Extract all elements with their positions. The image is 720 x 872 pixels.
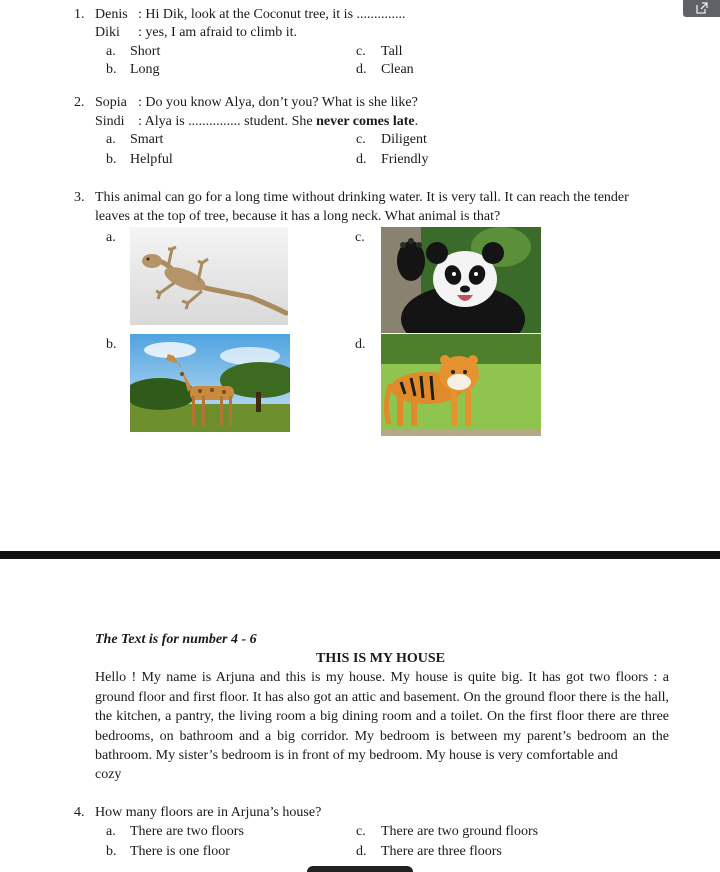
reading-body: Hello ! My name is Arjuna and this is my house. My house is quite big. It has got two floors : a ground floor and first floor. It has also got an attic and basement. On the ground floor there is the hall, the kitchen, a pantry, the living room a big dining room and a toilet. On the first floor there are three bedrooms, on bathroom and a big corridor. My bedroom is between my parent’s bedroom an the bathroom. My sister’s bedroom is in front of my bedroom. My house is very comfortable and xyxy=(95,670,669,763)
q1-number: 1. xyxy=(74,7,85,22)
q2-option-b[interactable]: Helpful xyxy=(130,152,173,167)
q4-text: How many floors are in Arjuna’s house? xyxy=(95,805,322,820)
reading-title: THIS IS MY HOUSE xyxy=(316,651,446,666)
q2-dialog-line-2 xyxy=(138,113,418,131)
q2-line2-post: . xyxy=(414,114,419,129)
panda-image[interactable] xyxy=(381,227,541,333)
q2-speaker-1: Sopia xyxy=(95,95,127,110)
q4-option-b[interactable]: There is one floor xyxy=(130,844,230,859)
giraffe-image[interactable] xyxy=(130,334,290,432)
q1-speaker-2: Diki xyxy=(95,25,120,40)
q3-number: 3. xyxy=(74,190,85,205)
q2-line2-bold: never comes late xyxy=(316,114,415,129)
q1-option-b-letter: b. xyxy=(106,62,117,77)
gecko-image[interactable] xyxy=(130,227,288,325)
q2-option-c-letter: c. xyxy=(356,132,366,147)
q4-number: 4. xyxy=(74,805,85,820)
q1-option-a[interactable]: Short xyxy=(130,44,161,59)
q1-speaker-1: Denis xyxy=(95,7,128,22)
reading-intro: The Text is for number 4 - 6 xyxy=(95,632,257,647)
section-divider xyxy=(0,551,720,559)
q4-option-a-letter: a. xyxy=(106,824,116,839)
q4-option-c-letter: c. xyxy=(356,824,366,839)
q2-option-c[interactable]: Diligent xyxy=(381,132,427,147)
q2-option-d[interactable]: Friendly xyxy=(381,152,429,167)
q1-option-d-letter: d. xyxy=(356,62,367,77)
q1-dialog-line-2: : yes, I am afraid to climb it. xyxy=(138,25,298,40)
q2-option-b-letter: b. xyxy=(106,152,117,167)
q2-option-d-letter: d. xyxy=(356,152,367,167)
q3-option-a-letter: a. xyxy=(106,230,116,245)
q1-option-d[interactable]: Clean xyxy=(381,62,414,77)
q1-option-b[interactable]: Long xyxy=(130,62,160,77)
open-external-icon[interactable] xyxy=(683,0,720,17)
q2-option-a[interactable]: Smart xyxy=(130,132,164,147)
q1-option-c[interactable]: Tall xyxy=(381,44,403,59)
q3-option-b-letter: b. xyxy=(106,337,117,352)
q3-text-line-1: This animal can go for a long time without drinking water. It is very tall. It can reach the tender xyxy=(95,190,629,205)
q1-option-a-letter: a. xyxy=(106,44,116,59)
q1-dialog-line-1: : Hi Dik, look at the Coconut tree, it is .............. xyxy=(138,7,406,22)
q1-option-c-letter: c. xyxy=(356,44,366,59)
q4-option-a[interactable]: There are two floors xyxy=(130,824,244,839)
q3-option-d-letter: d. xyxy=(355,337,366,352)
q4-option-d-letter: d. xyxy=(356,844,367,859)
reading-body-last: cozy xyxy=(95,767,122,782)
q4-option-c[interactable]: There are two ground floors xyxy=(381,824,539,839)
q4-option-b-letter: b. xyxy=(106,844,117,859)
tiger-image[interactable] xyxy=(381,334,541,436)
q2-number: 2. xyxy=(74,95,85,110)
q4-option-d[interactable]: There are three floors xyxy=(381,844,502,859)
q2-speaker-2: Sindi xyxy=(95,114,125,129)
home-indicator[interactable] xyxy=(307,866,413,872)
q3-option-c-letter: c. xyxy=(355,230,365,245)
q2-dialog-line-1: : Do you know Alya, don’t you? What is she like? xyxy=(138,95,418,110)
q2-option-a-letter: a. xyxy=(106,132,116,147)
q2-line2-pre: : Alya is ............... student. She xyxy=(138,114,317,129)
q3-text-line-2: leaves at the top of tree, because it has a long neck. What animal is that? xyxy=(95,209,501,224)
